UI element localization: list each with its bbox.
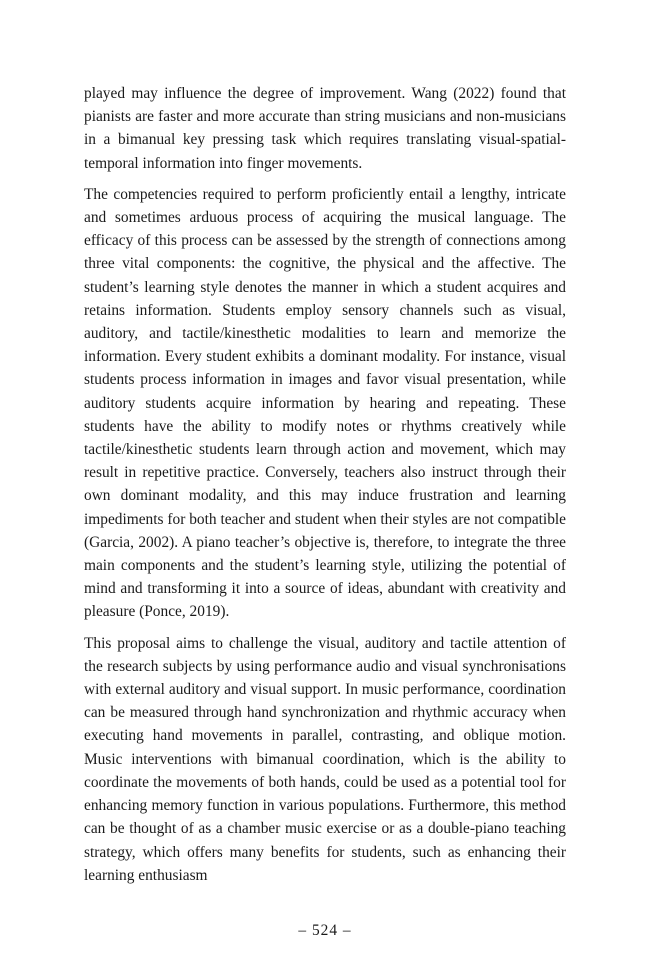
page-body-text — [84, 82, 566, 895]
paragraph-1: played may influence the degree of improvement. Wang (2022) found that pianists are faster and more accurate than string musicians and non-musicians in a bimanual key pressing task which requires translating visual-spatial-temporal information into finger movements. — [84, 85, 566, 172]
page-number: – 524 – — [298, 922, 352, 939]
paragraph-2: The competencies required to perform proficiently entail a lengthy, intricate and sometimes arduous process of acquiring the musical language. The efficacy of this process can be assessed by the strength of connections among three vital components: the cognitive, the physical and the affective. The student’s learning style denotes the manner in which a student acquires and retains information. Students employ sensory channels such as visual, auditory, and tactile/kinesthetic modalities to learn and memorize the information. Every student exhibits a dominant modality. For instance, visual students process information in images and favor visual presentation, while auditory students acquire information by hearing and repeating. These students have the ability to modify notes or rhythms creatively while tactile/kinesthetic students learn through action and movement, which may result in repetitive practice. Conversely, teachers also instruct through their own dominant modality, and this may induce frustration and learning impediments for both teacher and student when their styles are not compatible (Garcia, 2002). A piano teacher’s objective is, therefore, to integrate the three main components and the student’s learning style, utilizing the potential of mind and transforming it into a source of ideas, abundant with creativity and pleasure (Ponce, 2019). — [84, 185, 566, 621]
paragraph-3: This proposal aims to challenge the visual, auditory and tactile attention of the research subjects by using performance audio and visual synchronisations with external auditory and visual support. In music performance, coordination can be measured through hand synchronization and rhythmic accuracy when executing hand movements in parallel, contrasting, and oblique motion. Music interventions with bimanual coordination, which is the ability to coordinate the movements of both hands, could be used as a potential tool for enhancing memory function in various populations. Furthermore, this method can be thought of as a chamber music exercise or as a double-piano teaching strategy, which offers many benefits for students, such as enhancing their learning enthusiasm — [84, 634, 566, 884]
